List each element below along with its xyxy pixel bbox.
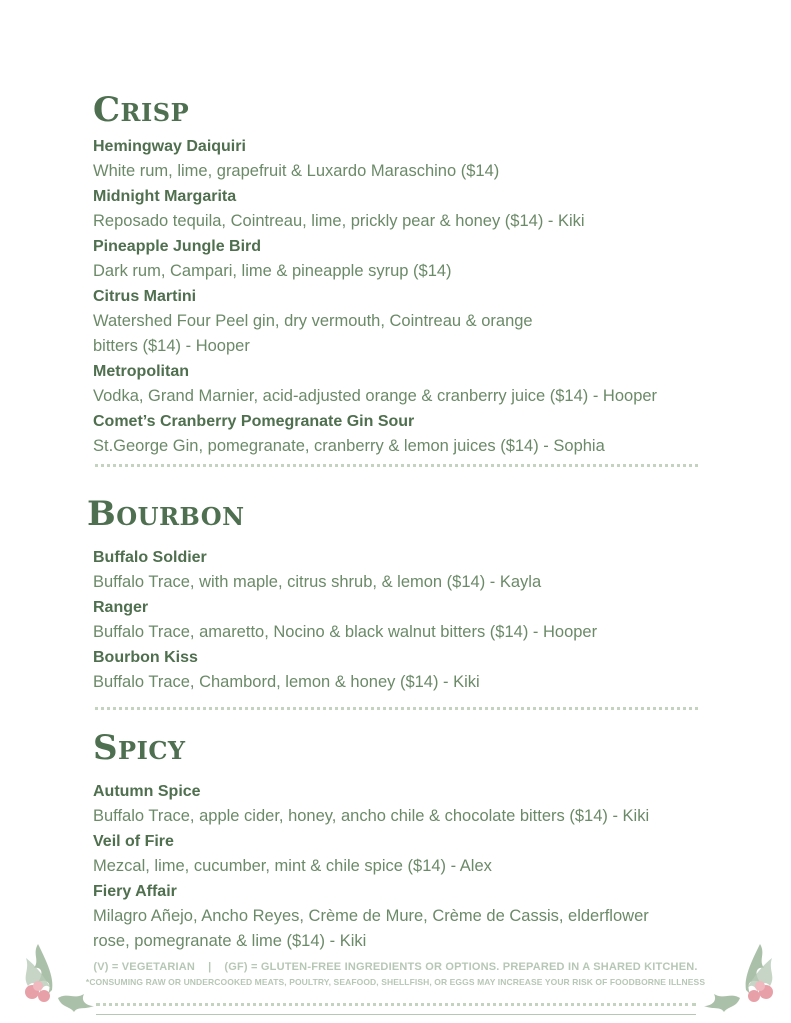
section-bourbon (87, 494, 713, 718)
item-description: Buffalo Trace, apple cider, honey, ancho chile & chocolate bitters ($14) - Kiki (93, 807, 650, 825)
section-title-crisp: Crisp (93, 90, 190, 130)
item-description: Reposado tequila, Cointreau, lime, prickly pear & honey ($14) - Kiki (93, 212, 585, 230)
item-name: Bourbon Kiss (93, 649, 198, 666)
item-description: White rum, lime, grapefruit & Luxardo Maraschino ($14) (93, 162, 500, 180)
item-name: Midnight Margarita (93, 188, 237, 205)
item-name: Metropolitan (93, 363, 189, 380)
dotted-divider (95, 707, 698, 710)
section-title-spicy: Spicy (93, 728, 186, 768)
item-name: Buffalo Soldier (93, 549, 207, 566)
item-name: Fiery Affair (93, 883, 177, 900)
item-description: Milagro Añejo, Ancho Reyes, Crème de Mure, Crème de Cassis, elderflower (93, 907, 649, 925)
footer-rule (96, 1014, 696, 1015)
holly-right-icon (700, 940, 780, 1016)
footer-disclaimer (0, 958, 791, 988)
cocktail-menu (87, 84, 713, 954)
item-description: Watershed Four Peel gin, dry vermouth, Cointreau & orange (93, 312, 533, 330)
item-description: St.George Gin, pomegranate, cranberry & lemon juices ($14) - Sophia (93, 437, 605, 455)
item-description: Dark rum, Campari, lime & pineapple syrup ($14) (93, 262, 452, 280)
item-description: Mezcal, lime, cucumber, mint & chile spice ($14) - Alex (93, 857, 492, 875)
section-crisp (93, 90, 713, 482)
footer-dotted-divider (96, 1003, 696, 1006)
holly-left-icon (18, 940, 98, 1016)
footer-legend: (V) = VEGETARIAN | (GF) = GLUTEN-FREE INGREDIENTS OR OPTIONS. PREPARED IN A SHARED KITCHEN. (93, 961, 698, 973)
item-name: Citrus Martini (93, 288, 197, 305)
item-name: Comet’s Cranberry Pomegranate Gin Sour (93, 413, 415, 430)
footer-warning: *CONSUMING RAW OR UNDERCOOKED MEATS, POULTRY, SEAFOOD, SHELLFISH, OR EGGS MAY INCREASE YOUR RISK OF FOODBORNE ILLNESS (85, 977, 706, 987)
item-name: Veil of Fire (93, 833, 174, 850)
dotted-divider (95, 464, 698, 467)
section-title-bourbon: Bourbon (87, 494, 245, 534)
item-name: Autumn Spice (93, 783, 201, 800)
item-name: Ranger (93, 599, 149, 616)
item-description-continued: bitters ($14) - Hooper (93, 337, 250, 355)
item-description: Vodka, Grand Marnier, acid-adjusted orange & cranberry juice ($14) - Hooper (93, 387, 658, 405)
item-description: Buffalo Trace, Chambord, lemon & honey ($14) - Kiki (93, 673, 480, 691)
item-name: Hemingway Daiquiri (93, 138, 246, 155)
item-description-continued: rose, pomegranate & lime ($14) - Kiki (93, 932, 367, 950)
section-spicy (93, 728, 713, 954)
item-name: Pineapple Jungle Bird (93, 238, 262, 255)
item-description: Buffalo Trace, with maple, citrus shrub, & lemon ($14) - Kayla (93, 573, 542, 591)
item-description: Buffalo Trace, amaretto, Nocino & black walnut bitters ($14) - Hooper (93, 623, 598, 641)
